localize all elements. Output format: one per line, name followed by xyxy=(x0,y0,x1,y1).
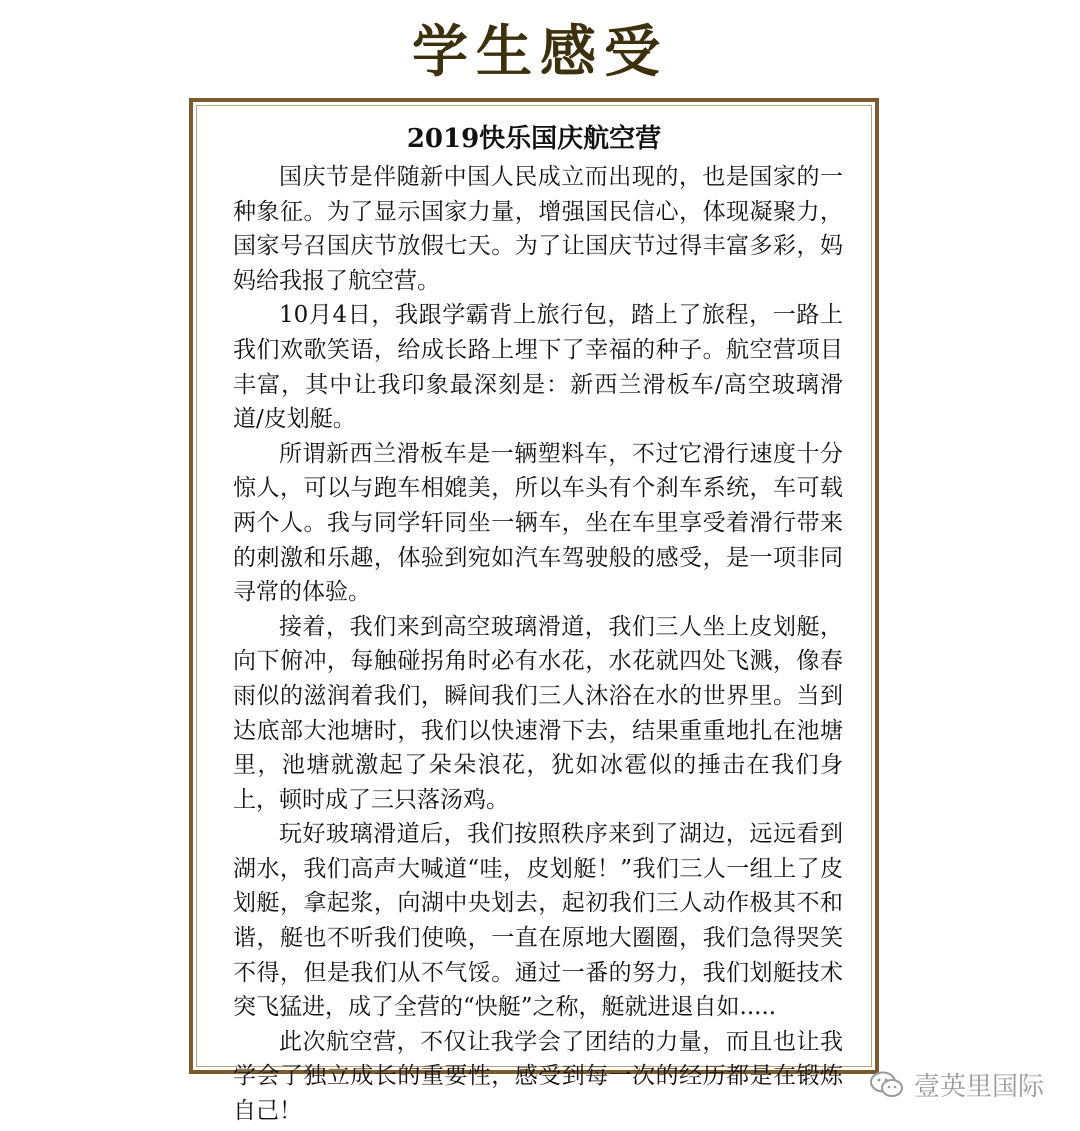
essay-body xyxy=(233,160,843,1129)
essay-paragraph: 国庆节是伴随新中国人民成立而出现的，也是国家的一种象征。为了显示国家力量，增强国民信心，体现凝聚力，国家号召国庆节放假七天。为了让国庆节过得丰富多彩，妈妈给我报了航空营。 xyxy=(233,164,843,294)
essay-frame xyxy=(189,98,879,1125)
essay-paragraph: 此次航空营，不仅让我学会了团结的力量，而且也让我学会了独立成长的重要性，感受到每一次的经历都是在锻炼自己！ xyxy=(233,1028,843,1125)
essay-paragraph: 所谓新西兰滑板车是一辆塑料车，不过它滑行速度十分惊人，可以与跑车相媲美，所以车头有个刹车系统，车可载两个人。我与同学轩同坐一辆车，坐在车里享受着滑行带来的刺激和乐趣，体验到宛如汽车驾驶般的感受，是一项非同寻常的体验。 xyxy=(233,440,843,606)
essay-paragraph: 玩好玻璃滑道后，我们按照秩序来到了湖边，远远看到湖水，我们高声大喊道“哇，皮划艇！”我们三人一组上了皮划艇，拿起浆，向湖中央划去，起初我们三人动作极其不和谐，艇也不听我们使唤，一直在原地大圈圈，我们急得哭笑不得，但是我们从不气馁。通过一番的努力，我们划艇技术突飞猛进，成了全营的“快艇”之称，艇就进退自如..... xyxy=(233,821,843,1021)
essay-title: 2019快乐国庆航空营 xyxy=(406,124,662,154)
page-title: 学生感受 xyxy=(412,20,668,85)
wechat-icon xyxy=(870,1071,904,1099)
watermark-text: 壹英里国际 xyxy=(914,1072,1045,1102)
essay-paragraph: 接着，我们来到高空玻璃滑道，我们三人坐上皮划艇，向下俯冲，每触碰拐角时必有水花，水花就四处飞溅，像春雨似的滋润着我们，瞬间我们三人沐浴在水的世界里。当到达底部大池塘时，我们以快速滑下去，结果重重地扎在池塘里，池塘就激起了朵朵浪花，犹如冰雹似的捶击在我们身上，顿时成了三只落汤鸡。 xyxy=(233,613,843,813)
watermark xyxy=(870,1066,1044,1103)
essay-paragraph: 10月4日，我跟学霸背上旅行包，踏上了旅程，一路上我们欢歌笑语，给成长路上埋下了幸福的种子。航空营项目丰富，其中让我印象最深刻是：新西兰滑板车/高空玻璃滑道/皮划艇。 xyxy=(233,302,843,433)
